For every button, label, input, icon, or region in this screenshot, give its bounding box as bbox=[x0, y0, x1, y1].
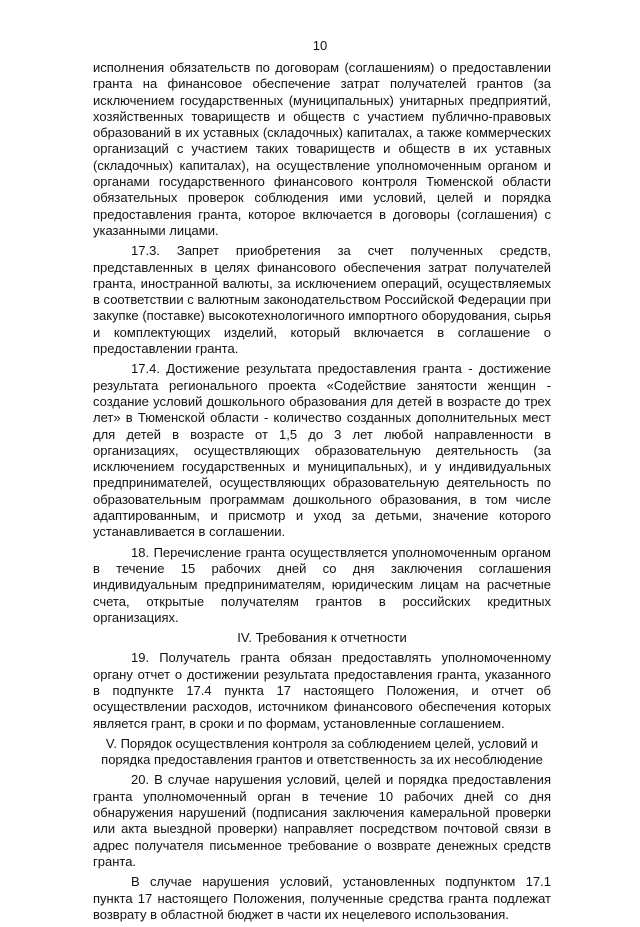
paragraph-18: 18. Перечисление гранта осуществляется уполномоченным органом в течение 15 рабочих дней со дня заключения соглашения индивидуальным предпринимателям, юридическим лицам на расчетные счета, открытые получателям грантов в российских кредитных организациях. bbox=[93, 544, 551, 625]
paragraph-17-3: 17.3. Запрет приобретения за счет полученных средств, представленных в целях финансового обеспечения затрат получателей гранта, иностранной валюты, за исключением операций, осуществляемых в соответствии с валютным законодательством Российской Федерации при закупке (поставке) высокотехнологичного импортного оборудования, сырья и комплектующих изделий, который включается в соглашение о предоставлении гранта. bbox=[93, 243, 551, 357]
document-body bbox=[93, 60, 551, 927]
paragraph-20: 20. В случае нарушения условий, целей и порядка предоставления гранта уполномоченный орган в течение 10 рабочих дней со дня обнаружения нарушений (подписания заключения камеральной проверки или акта выездной проверки) направляет посредством почтовой связи в адрес получателя письменное требование о возврате денежных средств гранта. bbox=[93, 772, 551, 869]
paragraph-20-continuation: В случае нарушения условий, установленных подпунктом 17.1 пункта 17 настоящего Положения, полученные средства гранта подлежат возврату в областной бюджет в части их нецелевого использования. bbox=[93, 874, 551, 922]
paragraph-19: 19. Получатель гранта обязан предоставлять уполномоченному органу отчет о достижении результата предоставления гранта, указанного в подпункте 17.4 пункта 17 настоящего Положения, и отчет об осуществлении расходов, источником финансового обеспечения которых является грант, в сроки и по формам, установленные соглашением. bbox=[93, 650, 551, 731]
page-number: 10 bbox=[312, 38, 328, 53]
section-heading-iv: IV. Требования к отчетности bbox=[237, 630, 407, 646]
paragraph-continuation: исполнения обязательств по договорам (соглашениям) о предоставлении гранта на финансовое обеспечение затрат получателей грантов (за исключением государственных (муниципальных) унитарных предприятий, хозяйственных товариществ и обществ с участием публично-правовых образований в их уставных (складочных) капиталах, а также коммерческих организаций с участием таких товариществ и обществ в их уставных (складочных) капиталах), на осуществление уполномоченным органом и органами государственного финансового контроля Тюменской области обязательных проверок соблюдения ими условий, целей и порядка предоставления гранта, которое включается в договоры (соглашения) с указанными лицами. bbox=[93, 60, 551, 238]
section-heading-v: V. Порядок осуществления контроля за соблюдением целей, условий и порядка предоставления грантов и ответственность за их несоблюдение bbox=[101, 735, 543, 768]
paragraph-17-4: 17.4. Достижение результата предоставления гранта - достижение результата регионального проекта «Содействие занятости женщин - создание условий дошкольного образования для детей в возрасте до трех лет» в Тюменской области - количество созданных дополнительных мест для детей в возрасте от 1,5 до 3 лет любой направленности в организациях, осуществляющих образовательную деятельность (за исключением государственных и муниципальных), и у индивидуальных предпринимателей, осуществляющих образовательную деятельность по образовательным программам дошкольного образования, в том числе адаптированным, и присмотр и уход за детьми, значение которого устанавливается в соглашении. bbox=[93, 361, 551, 540]
